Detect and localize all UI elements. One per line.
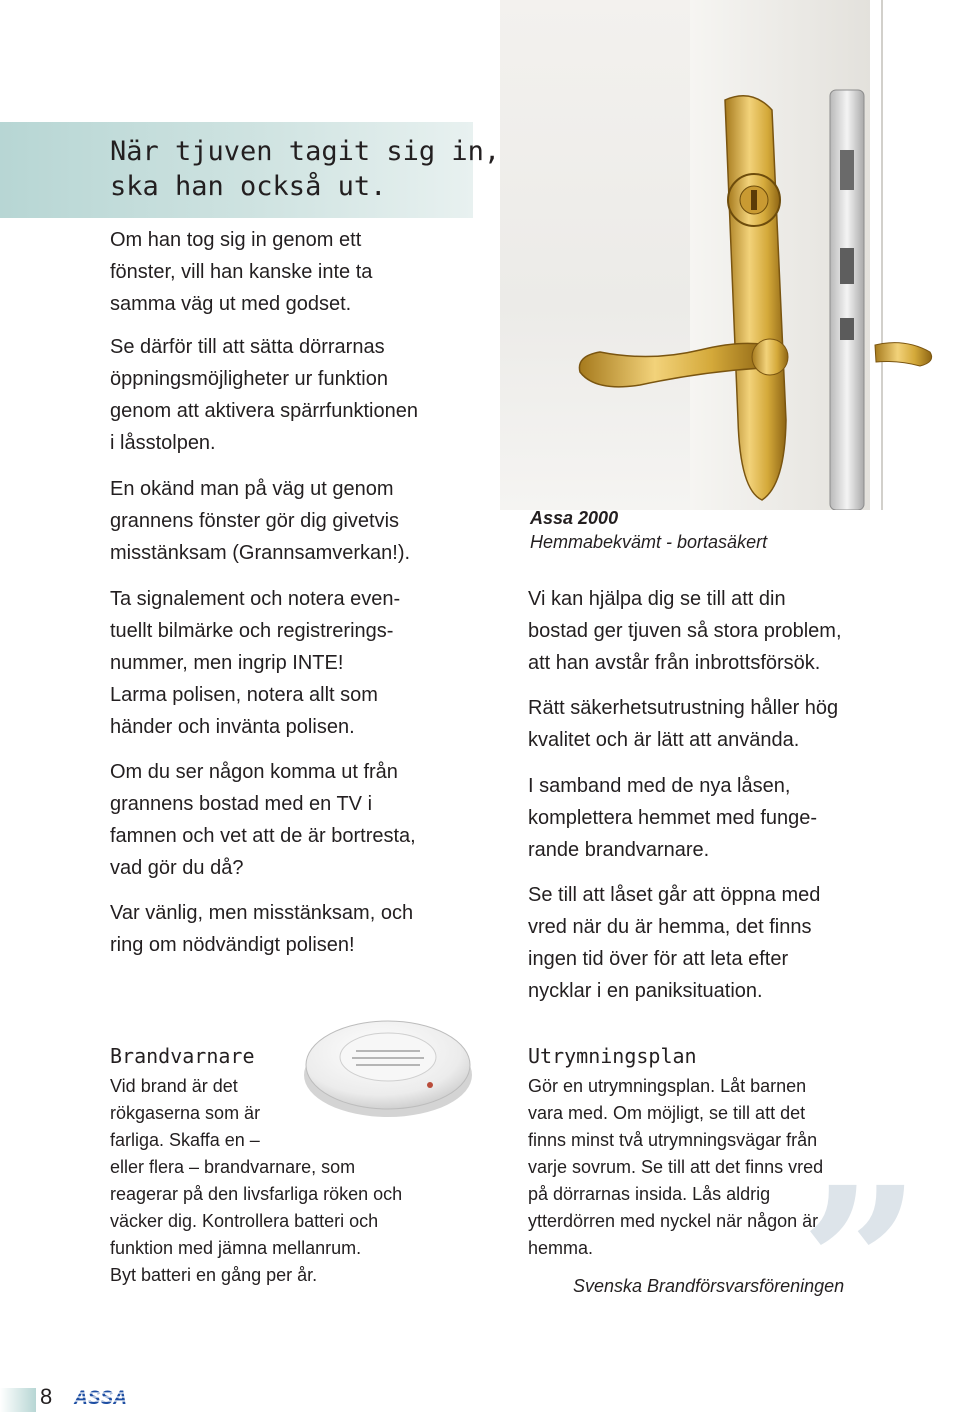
text-line: Vid brand är det: [110, 1076, 238, 1096]
photo-caption-product: Assa 2000: [530, 508, 619, 528]
text-line: öppningsmöjligheter ur funktion: [110, 368, 388, 390]
text-line: varje sovrum. Se till att det finns vred: [528, 1157, 824, 1177]
text-line: ingen tid över för att leta efter: [528, 948, 789, 970]
footer-band: [0, 1388, 36, 1412]
text-line: misstänksam (Grannsamverkan!).: [110, 542, 411, 564]
text-line: händer och invänta polisen.: [110, 716, 355, 738]
text-line: Se därför till att sätta dörrarnas: [110, 336, 385, 358]
escape-plan-text: [528, 1073, 823, 1262]
text-line: ytterdörren med nyckel när någon är: [528, 1211, 819, 1231]
text-line: vred när du är hemma, det finns: [528, 916, 812, 938]
text-line: samma väg ut med godset.: [110, 293, 352, 315]
text-line: hemma.: [528, 1238, 594, 1258]
left-paragraph-4: [110, 583, 480, 743]
text-line: väcker dig. Kontrollera batteri och: [110, 1211, 379, 1231]
deadbolt-slot: [840, 248, 854, 284]
right-paragraph-3: [528, 770, 928, 866]
left-paragraph-3: [110, 473, 480, 569]
attribution: Svenska Brandförsvarsföreningen: [573, 1276, 845, 1296]
page-title-line-1: När tjuven tagit sig in,: [110, 136, 501, 167]
text-line: nycklar i en paniksituation.: [528, 980, 763, 1002]
text-line: finns minst två utrymningsvägar från: [528, 1130, 818, 1150]
door-lock-illustration: [500, 0, 960, 510]
text-line: att han avstår från inbrottsförsök.: [528, 652, 821, 674]
photo-caption-tagline: Hemmabekvämt - bortasäkert: [530, 532, 768, 552]
right-paragraph-4: [528, 879, 928, 1007]
text-line: farliga. Skaffa en –: [110, 1130, 260, 1150]
left-paragraph-6: [110, 897, 480, 961]
page-title-line-2: ska han också ut.: [110, 171, 387, 202]
lock-screw-slot: [840, 318, 854, 340]
escape-plan-heading: Utrymningsplan: [528, 1044, 697, 1068]
text-line: En okänd man på väg ut genom: [110, 478, 394, 500]
text-line: reagerar på den livsfarliga röken och: [110, 1184, 403, 1204]
left-paragraph-1: [110, 224, 480, 320]
text-line: rande brandvarnare.: [528, 839, 710, 861]
text-line: nummer, men ingrip INTE!: [110, 652, 344, 674]
text-line: på dörrarnas insida. Lås aldrig: [528, 1184, 771, 1204]
page-title: [110, 134, 501, 204]
text-line: grannens bostad med en TV i: [110, 793, 373, 815]
right-paragraph-1: [528, 583, 928, 679]
text-line: fönster, vill han kanske inte ta: [110, 261, 373, 283]
text-line: Rätt säkerhetsutrustning håller hög: [528, 697, 839, 719]
text-line: Byt batteri en gång per år.: [110, 1265, 318, 1285]
text-line: Om du ser någon komma ut från: [110, 761, 398, 783]
text-line: rökgaserna som är: [110, 1103, 261, 1123]
text-line: Vi kan hjälpa dig se till att din: [528, 588, 786, 610]
text-line: vara med. Om möjligt, se till att det: [528, 1103, 806, 1123]
left-paragraph-5: [110, 756, 480, 884]
text-line: vad gör du då?: [110, 857, 244, 879]
assa-logo: [72, 1384, 128, 1410]
text-line: funktion med jämna mellanrum.: [110, 1238, 362, 1258]
text-line: Om han tog sig in genom ett: [110, 229, 362, 251]
smoke-alarm-text: [110, 1073, 402, 1289]
text-line: ring om nödvändigt polisen!: [110, 934, 355, 956]
logo-text: ASSA: [74, 1388, 127, 1409]
text-line: bostad ger tjuven så stora problem,: [528, 620, 842, 642]
text-line: eller flera – brandvarnare, som: [110, 1157, 356, 1177]
right-paragraph-2: [528, 692, 928, 756]
text-line: kvalitet och är lätt att använda.: [528, 729, 800, 751]
text-line: genom att aktivera spärrfunktionen: [110, 400, 418, 422]
text-line: Gör en utrymningsplan. Låt barnen: [528, 1076, 807, 1096]
text-line: Ta signalement och notera even-: [110, 588, 401, 610]
text-line: Larma polisen, notera allt som: [110, 684, 378, 706]
smoke-alarm-heading: Brandvarnare: [110, 1044, 255, 1068]
door-frame: [870, 0, 960, 510]
text-line: komplettera hemmet med funge-: [528, 807, 818, 829]
page-number: 8: [40, 1384, 53, 1409]
text-line: I samband med de nya låsen,: [528, 775, 791, 797]
text-line: i låsstolpen.: [110, 432, 216, 454]
text-line: tuellt bilmärke och registrerings-: [110, 620, 394, 642]
left-paragraph-2: [110, 331, 480, 459]
door-lock-photo: [500, 0, 960, 510]
text-line: grannens fönster gör dig givetvis: [110, 510, 400, 532]
latch-slot: [840, 150, 854, 190]
quote-mark-icon: ”: [800, 1141, 921, 1388]
text-line: Var vänlig, men misstänksam, och: [110, 902, 414, 924]
text-line: Se till att låset går att öppna med: [528, 884, 821, 906]
text-line: famnen och vet att de är bortresta,: [110, 825, 416, 847]
